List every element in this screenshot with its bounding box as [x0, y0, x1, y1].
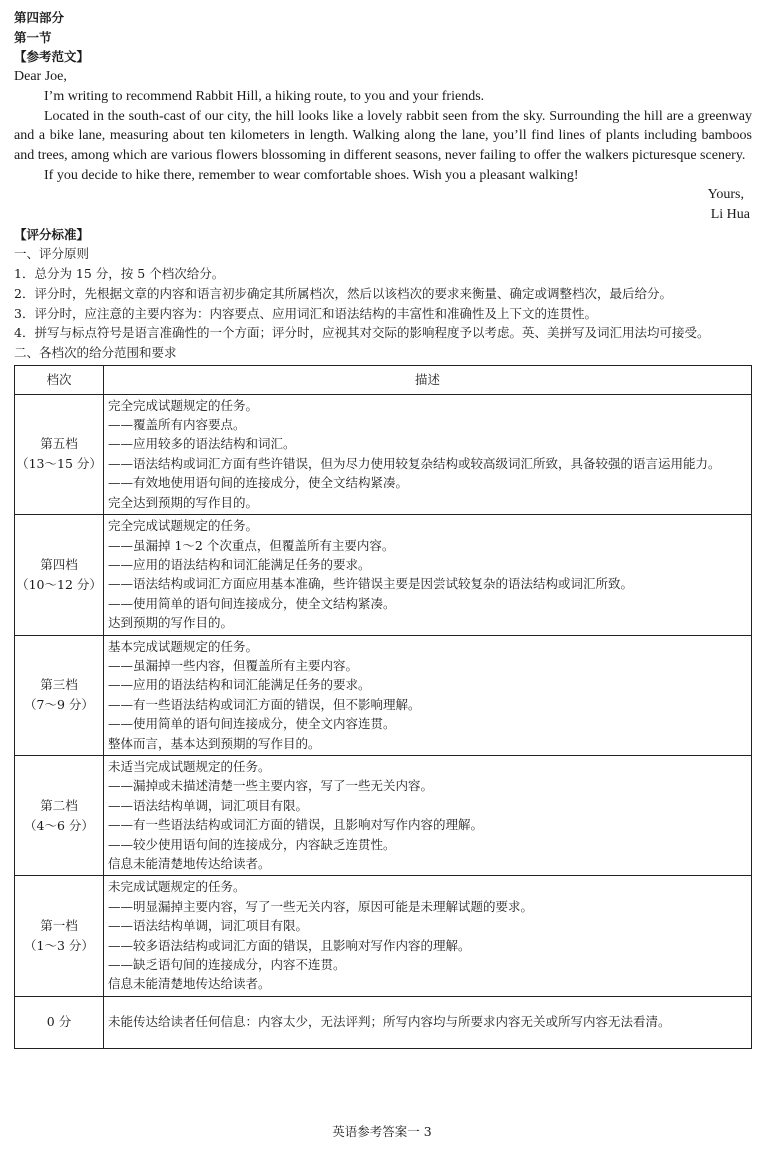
description-line: ——应用的语法结构和词汇能满足任务的要求。 [108, 677, 371, 693]
table-row [15, 876, 752, 996]
description-line: ——应用的语法结构和词汇能满足任务的要求。 [108, 556, 371, 572]
level-cell [15, 635, 104, 755]
grading-heading: 【评分标准】 [14, 226, 90, 242]
level-range: （13～15 分） [16, 456, 102, 472]
answer-page [14, 8, 752, 1049]
description-cell [104, 394, 752, 514]
levels-title: 二、各档次的给分范围和要求 [14, 344, 177, 360]
level-cell [15, 394, 104, 514]
level-name: 第五档 [40, 436, 78, 452]
description-line: 整体而言，基本达到预期的写作目的。 [108, 735, 321, 751]
level-range: （4～6 分） [24, 817, 94, 833]
description-line: 基本完成试题规定的任务。 [108, 638, 259, 654]
description-line: 信息未能清楚地传达给读者。 [108, 976, 271, 992]
description-line: ——明显漏掉主要内容，写了一些无关内容，原因可能是未理解试题的要求。 [108, 898, 534, 914]
description-line: 信息未能清楚地传达给读者。 [108, 856, 271, 871]
description-line: ——语法结构单调，词汇项目有限。 [108, 918, 309, 934]
table-header-row [15, 365, 752, 394]
level-range: （1～3 分） [24, 938, 94, 954]
principle-item: 2．评分时，先根据文章的内容和语言初步确定其所属档次，然后以该档次的要求来衡量、确定或调整档次，最后给分。 [14, 285, 672, 301]
grading-table [14, 365, 752, 1049]
letter-closing: Yours, [707, 187, 744, 203]
description-line: ——语法结构单调，词汇项目有限。 [108, 797, 309, 813]
level-column-header: 档次 [15, 365, 104, 394]
description-line: ——有效地使用语句间的连接成分，使全文结构紧凑。 [108, 475, 409, 491]
part-heading: 第四部分 [14, 10, 65, 25]
description-line: ——有一些语法结构或词汇方面的错误，但不影响理解。 [108, 696, 421, 712]
description-cell [104, 755, 752, 875]
description-line: ——漏掉或未描述清楚一些主要内容，写了一些无关内容。 [108, 778, 434, 794]
level-name: 第四档 [40, 556, 78, 572]
principles-title: 一、评分原则 [14, 246, 90, 262]
description-line: 未适当完成试题规定的任务。 [108, 758, 271, 774]
description-cell [104, 876, 752, 996]
description-line: ——语法结构或词汇方面应用基本准确，些许错误主要是因尝试较复杂的语法结构或词汇所致。 [108, 576, 634, 592]
description-column-header: 描述 [104, 365, 752, 394]
table-row [15, 515, 752, 635]
level-name: 第一档 [40, 918, 78, 934]
level-name: 第三档 [40, 677, 78, 693]
level-range: （10～12 分） [16, 576, 102, 592]
level-cell [15, 996, 104, 1048]
page-footer: 英语参考答案一 3 [332, 1124, 432, 1139]
description-line: ——覆盖所有内容要点。 [108, 417, 246, 433]
level-name: 0 分 [46, 1014, 72, 1030]
principle-item: 1．总分为 15 分，按 5 个档次给分。 [14, 266, 225, 282]
table-row [15, 755, 752, 875]
description-line: ——应用较多的语法结构和词汇。 [108, 436, 296, 452]
table-row [15, 635, 752, 755]
description-cell [104, 635, 752, 755]
description-line: 完全完成试题规定的任务。 [108, 518, 259, 534]
table-row [15, 996, 752, 1048]
letter-paragraph: If you decide to hike there, remember to wear comfortable shoes. Wish you a pleasant walking! [44, 167, 579, 183]
principle-item: 3．评分时，应注意的主要内容为：内容要点、应用词汇和语法结构的丰富性和准确性及上下文的连贯性。 [14, 305, 597, 321]
model-letter [14, 67, 752, 225]
description-line: ——虽漏掉 1～2 个次重点，但覆盖所有主要内容。 [108, 537, 395, 553]
description-line: ——语法结构或词汇方面有些许错误，但为尽力使用较复杂结构或较高级词汇所致，具备较强的语言运用能力。 [108, 455, 721, 471]
description-line: 未完成试题规定的任务。 [108, 879, 246, 895]
description-line: 完全完成试题规定的任务。 [108, 397, 259, 413]
description-line: ——使用简单的语句间连接成分，使全文内容连贯。 [108, 716, 396, 732]
description-line: ——虽漏掉一些内容，但覆盖所有主要内容。 [108, 657, 359, 673]
description-line: 完全达到预期的写作目的。 [108, 494, 259, 510]
description-line: ——较多语法结构或词汇方面的错误，且影响对写作内容的理解。 [108, 937, 471, 953]
description-line: 达到预期的写作目的。 [108, 615, 234, 631]
description-line: ——较少使用语句间的连接成分，内容缺乏连贯性。 [108, 836, 396, 852]
level-cell [15, 755, 104, 875]
letter-paragraph: Located in the south-cast of our city, the hill looks like a lovely rabbit seen from the sky. Surrounding the hill are a greenway and a bike lane, measuring about ten kilometers in length. Walking along the lane, you’ll find lines of plants including bamboos and trees, among which are various flowers blossoming in different seasons, never failing to offer the walkers picturesque scenery. [14, 108, 752, 163]
description-cell [104, 515, 752, 635]
model-essay-heading: 【参考范文】 [14, 49, 90, 65]
level-cell [15, 876, 104, 996]
letter-paragraph: I’m writing to recommend Rabbit Hill, a hiking route, to you and your friends. [44, 88, 485, 104]
table-row [15, 394, 752, 514]
description-line: ——缺乏语句间的连接成分，内容不连贯。 [108, 957, 346, 973]
level-range: （7～9 分） [24, 697, 94, 713]
description-line: ——有一些语法结构或词汇方面的错误，且影响对写作内容的理解。 [108, 817, 484, 833]
level-cell [15, 515, 104, 635]
subsection-heading: 第一节 [14, 29, 52, 45]
description-line: ——使用简单的语句间连接成分，使全文结构紧凑。 [108, 595, 396, 611]
letter-signature: Li Hua [710, 207, 750, 223]
letter-salutation: Dear Joe, [14, 69, 67, 85]
description-cell: 未能传达给读者任何信息：内容太少，无法评判；所写内容均与所要求内容无关或所写内容无法看清。 [104, 996, 752, 1048]
level-name: 第二档 [40, 797, 78, 813]
principle-item: 4．拼写与标点符号是语言准确性的一个方面；评分时，应视其对交际的影响程度予以考虑。英、美拼写及词汇用法均可接受。 [14, 325, 710, 341]
